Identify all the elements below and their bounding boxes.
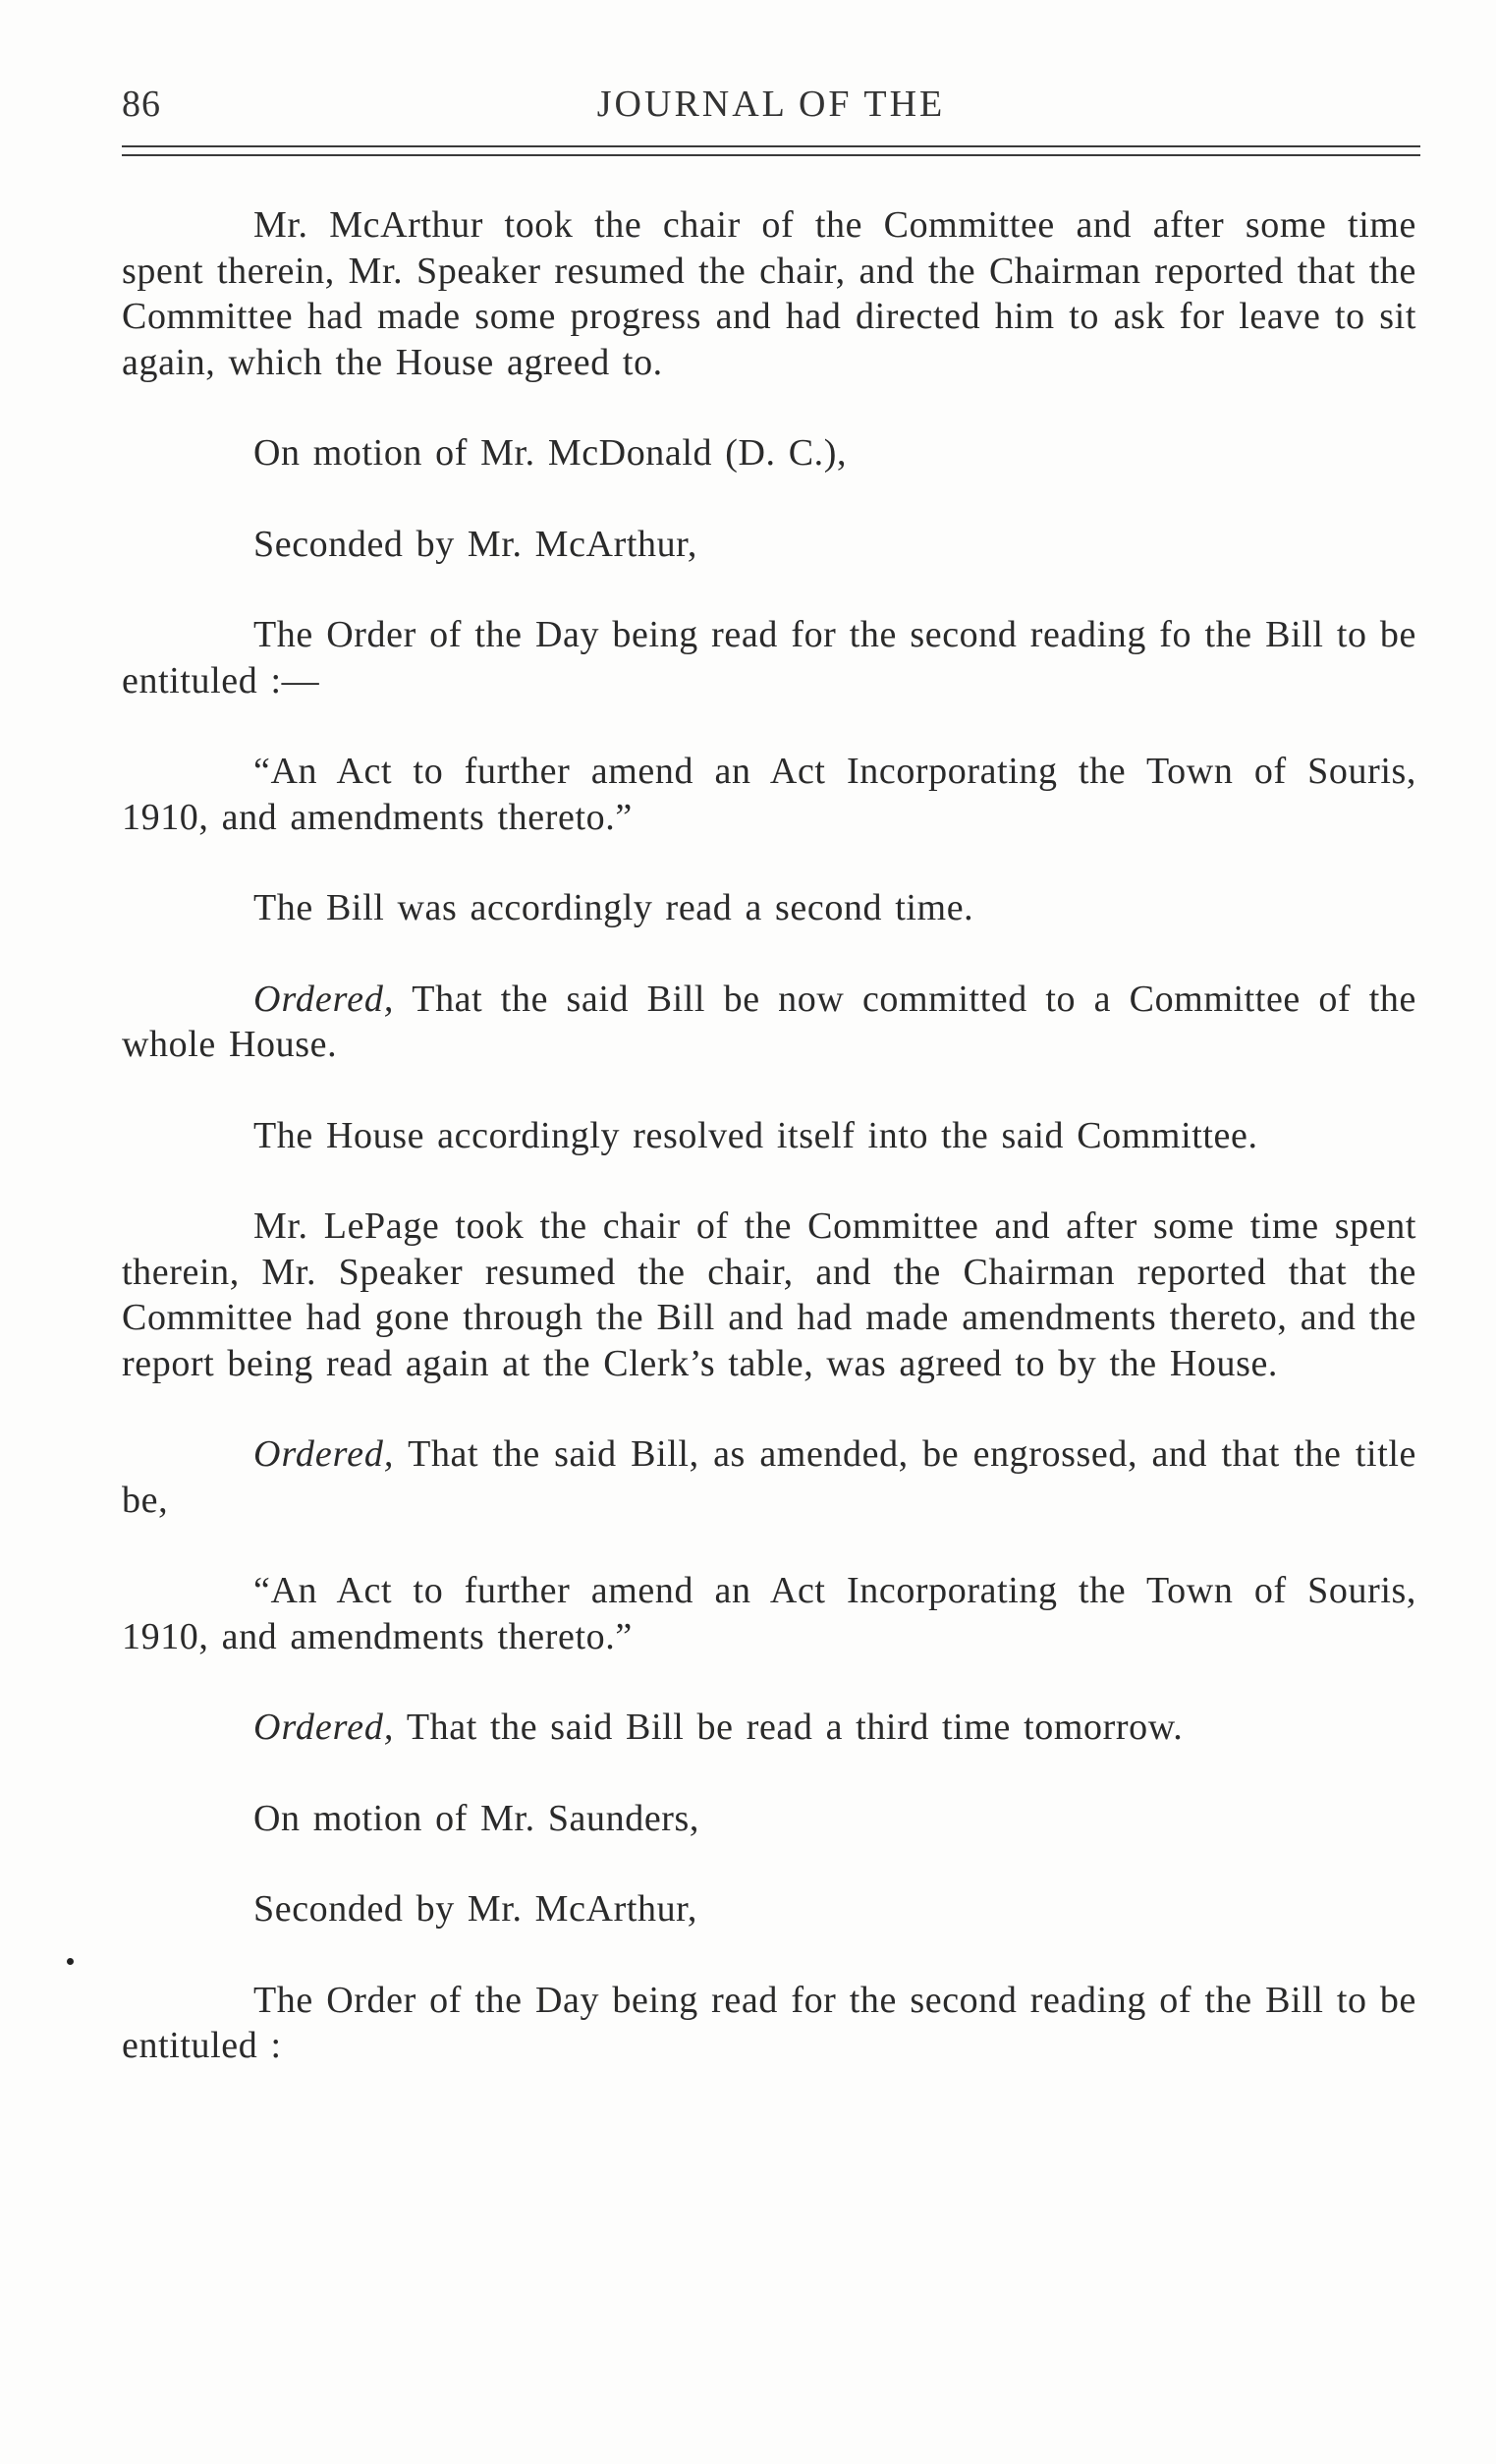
paragraph-text: The House accordingly resolved itself into the said Committee. (253, 1114, 1258, 1156)
paragraph-text: Seconded by Mr. McArthur, (253, 1888, 698, 1930)
paragraph-committee-report (122, 202, 1416, 385)
page-number: 86 (122, 84, 161, 125)
paragraph-text: Seconded by Mr. McArthur, (253, 523, 698, 565)
paragraph-bill-title (122, 749, 1416, 840)
journal-body (122, 202, 1416, 2069)
paragraph-bill-title-repeat (122, 1568, 1416, 1659)
paragraph-ordered-third-reading (122, 1705, 1416, 1751)
paragraph-ordered-committed (122, 977, 1416, 1068)
paragraph-text: That the said Bill be now committed to a Committee of the whole House. (122, 978, 1416, 1065)
ordered-lead: Ordered, (253, 1707, 395, 1748)
paragraph-motion-saunders (122, 1796, 1416, 1842)
paragraph-order-of-day (122, 612, 1416, 703)
paragraph-text: That the said Bill, as amended, be engrossed, and that the title be, (122, 1433, 1416, 1521)
paragraph-committee-amendments (122, 1204, 1416, 1386)
paragraph-text: On motion of Mr. McDonald (D. C.), (253, 432, 848, 474)
paragraph-ordered-engrossed (122, 1431, 1416, 1523)
page-header (122, 83, 1420, 141)
ordered-lead: Ordered, (253, 978, 395, 1020)
paragraph-resolved (122, 1113, 1416, 1159)
paragraph-order-of-day-second (122, 1978, 1416, 2069)
paragraph-text: That the said Bill be read a third time tomorrow. (394, 1707, 1184, 1748)
paragraph-text: “An Act to further amend an Act Incorporating the Town of Souris, 1910, and amendments thereto.” (122, 1570, 1416, 1657)
paragraph-text: Mr. LePage took the chair of the Committee and after some time spent therein, Mr. Speaker resumed the chair, and the Chairman reported that the Committee had gone through the Bill and had made amendments thereto, and the report being read again at the Clerk’s table, was agreed to by the House. (122, 1205, 1416, 1384)
header-rule-bottom (122, 154, 1420, 156)
paragraph-seconded-second (122, 1886, 1416, 1932)
paragraph-text: The Order of the Day being read for the second reading fo the Bill to be entituled :— (122, 614, 1416, 701)
paragraph-text: The Order of the Day being read for the second reading of the Bill to be entituled : (122, 1979, 1416, 2066)
ordered-lead: Ordered, (253, 1433, 395, 1475)
paragraph-motion (122, 430, 1416, 476)
scan-speck (67, 1958, 74, 1965)
paragraph-text: “An Act to further amend an Act Incorporating the Town of Souris, 1910, and amendments thereto.” (122, 751, 1416, 838)
paragraph-second-reading (122, 885, 1416, 931)
paragraph-text: On motion of Mr. Saunders, (253, 1797, 700, 1839)
paragraph-text: The Bill was accordingly read a second time. (253, 887, 974, 928)
paragraph-text: Mr. McArthur took the chair of the Committee and after some time spent therein, Mr. Speaker resumed the chair, and the Chairman reported that the Committee had made some progress and had directed him to ask for leave to sit again, which the House agreed to. (122, 204, 1416, 383)
paragraph-seconded (122, 522, 1416, 568)
running-head: JOURNAL OF THE (596, 84, 946, 125)
header-rule-top (122, 145, 1420, 147)
